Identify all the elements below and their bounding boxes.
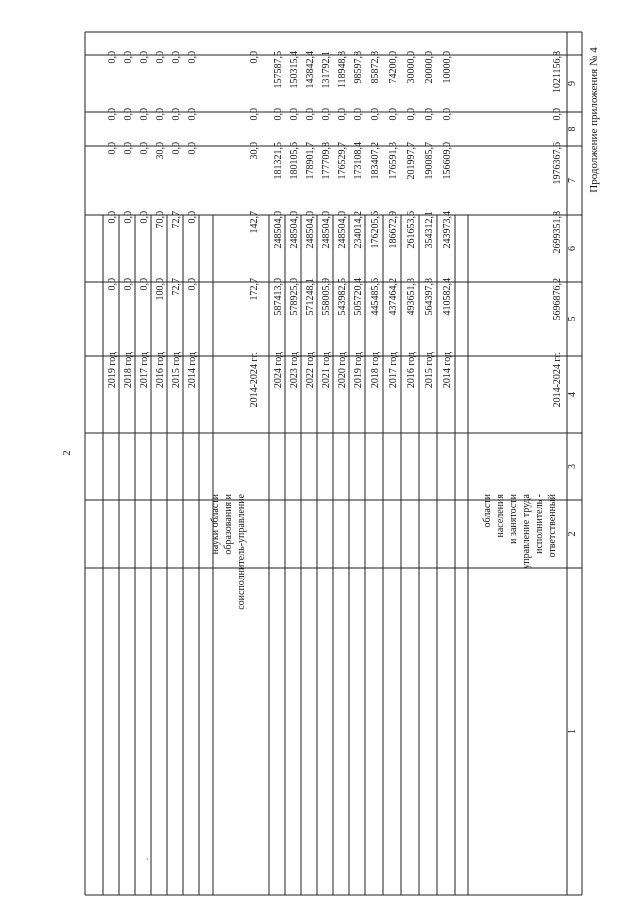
executor-coexecutor: соисполнитель-управление xyxy=(236,494,247,610)
table-row-c8: 0,0 xyxy=(155,108,166,121)
table-row-c8: 0,0 xyxy=(289,108,300,121)
table-row-c9: 20000,0 xyxy=(424,51,435,84)
table-row-c8: 0,0 xyxy=(370,108,381,121)
summary-2-c9: 0,0 xyxy=(249,51,260,64)
table-row-year: 2020 год xyxy=(337,352,348,389)
table-grid xyxy=(85,32,582,895)
summary-2-c8: 0,0 xyxy=(249,108,260,121)
table-row-c6: 186672,9 xyxy=(388,211,399,249)
column-number-header: 3 xyxy=(567,464,578,469)
page-header-title: Продолжение приложения № 4 xyxy=(588,47,600,193)
table-row-c8: 0,0 xyxy=(187,108,198,121)
table-row-c7: 201997,7 xyxy=(406,142,417,180)
table-row-c7: 0,0 xyxy=(139,142,150,155)
executor-responsible: исполнитель - xyxy=(534,494,545,554)
table-row-year: 2014 год xyxy=(442,352,453,389)
table-row-c7: 178901,7 xyxy=(305,142,316,180)
table-row-year: 2023 год xyxy=(289,352,300,389)
table-row-year: 2015 год xyxy=(424,352,435,389)
table-row-year: 2018 год xyxy=(123,352,134,389)
table-row-year: 2019 год xyxy=(353,352,364,389)
table-row-c5: 578925,0 xyxy=(289,278,300,316)
table-cells xyxy=(107,51,578,734)
table-row-c7: 30,0 xyxy=(155,142,166,160)
column-number-header: 4 xyxy=(567,392,578,397)
table-row-year: 2024 год xyxy=(273,352,284,389)
table-row-c7: 177709,8 xyxy=(321,142,332,180)
table-row-c5: 0,0 xyxy=(107,278,118,291)
table-row-c5: 0,0 xyxy=(139,278,150,291)
column-number-header: 5 xyxy=(567,316,578,322)
table-row-c6: 176205,6 xyxy=(370,211,381,249)
table-row-c5: 587413,0 xyxy=(273,278,284,316)
table-row-c5: 505720,4 xyxy=(353,278,364,316)
summary-1-c7: 1976367,6 xyxy=(552,142,563,185)
table-row-c5: 72,7 xyxy=(171,278,182,296)
table-row-c5: 543982,5 xyxy=(337,278,348,316)
summary-2-c5: 172,7 xyxy=(249,278,260,301)
table-row-c9: 0,0 xyxy=(171,51,182,64)
executor-responsible: и занятости xyxy=(508,494,519,544)
table-row-c9: 0,0 xyxy=(155,51,166,64)
table-row-c8: 0,0 xyxy=(388,108,399,121)
executor-responsible: управление труда xyxy=(521,494,532,569)
table-row-c9: 131792,1 xyxy=(321,51,332,89)
summary-1-c9: 1021156,8 xyxy=(552,51,563,94)
table-row-c6: 234014,2 xyxy=(353,211,364,249)
table-row-c7: 0,0 xyxy=(123,142,134,155)
table-row-c9: 85872,8 xyxy=(370,51,381,84)
column-number-header: 1 xyxy=(567,729,578,734)
table-row-c7: 180105,6 xyxy=(289,142,300,180)
table-row-c5: 100,0 xyxy=(155,278,166,301)
table-row-year: 2021 год xyxy=(321,352,332,389)
table-row-c7: 190085,7 xyxy=(424,142,435,180)
table-row-c6: 0,0 xyxy=(139,211,150,224)
table-row-c5: 493651,3 xyxy=(406,278,417,316)
table-row-year: 2019 год xyxy=(107,352,118,389)
column-number-header: 7 xyxy=(567,178,578,183)
data-table xyxy=(85,32,582,895)
column-number-header: 6 xyxy=(567,246,578,251)
summary-1-year: 2014-2024 гг. xyxy=(552,352,563,408)
table-row-c9: 0,0 xyxy=(139,51,150,64)
table-row-c5: 558005,9 xyxy=(321,278,332,316)
table-row-year: 2017 год xyxy=(388,352,399,389)
table-row-c9: 0,0 xyxy=(107,51,118,64)
table-row-c8: 0,0 xyxy=(107,108,118,121)
table-row-c7: 176591,3 xyxy=(388,142,399,180)
summary-2-c6: 142,7 xyxy=(249,211,260,234)
table-row-c6: 243973,4 xyxy=(442,211,453,249)
table-row-c9: 118948,8 xyxy=(337,51,348,89)
table-row-c9: 157587,5 xyxy=(273,51,284,89)
table-row-c8: 0,0 xyxy=(321,108,332,121)
table-row-c5: 445485,6 xyxy=(370,278,381,316)
table-row-c9: 143842,4 xyxy=(305,51,316,89)
table-row-c5: 0,0 xyxy=(187,278,198,291)
table-row-c5: 437464,2 xyxy=(388,278,399,316)
table-row-c5: 0,0 xyxy=(123,278,134,291)
table-row-c7: 0,0 xyxy=(187,142,198,155)
executor-responsible: области xyxy=(482,494,493,528)
table-row-c6: 248504,0 xyxy=(305,211,316,249)
table-row-c6: 261653,6 xyxy=(406,211,417,249)
table-row-c7: 183407,2 xyxy=(370,142,381,180)
table-row-c6: 248504,0 xyxy=(273,211,284,249)
column-number-header: 8 xyxy=(567,126,578,132)
table-row-c9: 30000,0 xyxy=(406,51,417,84)
table-row-c8: 0,0 xyxy=(406,108,417,121)
executor-coexecutor: образования и xyxy=(223,494,234,555)
table-row-c9: 0,0 xyxy=(187,51,198,64)
table-row-c7: 0,0 xyxy=(171,142,182,155)
executor-responsible: населения xyxy=(495,494,506,538)
table-row-c6: 0,0 xyxy=(187,211,198,224)
table-row-c5: 564397,8 xyxy=(424,278,435,316)
table-row-c6: 354312,1 xyxy=(424,211,435,249)
table-row-c8: 0,0 xyxy=(123,108,134,121)
table-row-year: 2014 год xyxy=(187,352,198,389)
table-row-c5: 410582,4 xyxy=(442,278,453,316)
table-row-c8: 0,0 xyxy=(424,108,435,121)
table-row-c7: 176529,7 xyxy=(337,142,348,180)
summary-1-c6: 2699351,8 xyxy=(552,211,563,254)
table-row-c6: 72,7 xyxy=(171,211,182,229)
table-row-c9: 150315,4 xyxy=(289,51,300,89)
table-row-c9: 10000,0 xyxy=(442,51,453,84)
table-row-c9: 98597,8 xyxy=(353,51,364,84)
table-row-c9: 74200,0 xyxy=(388,51,399,84)
table-row-c8: 0,0 xyxy=(305,108,316,121)
executor-coexecutor: науки области xyxy=(210,494,221,555)
table-row-year: 2022 год xyxy=(305,352,316,389)
table-row-c6: 248504,0 xyxy=(321,211,332,249)
table-row-c8: 0,0 xyxy=(273,108,284,121)
table-row-c6: 0,0 xyxy=(123,211,134,224)
executor-responsible: ответственный xyxy=(547,494,558,558)
table-row-c7: 173108,4 xyxy=(353,142,364,180)
page-number: 2 xyxy=(61,450,73,456)
table-row-c8: 0,0 xyxy=(139,108,150,121)
table-row-c6: 248504,0 xyxy=(337,211,348,249)
table-row-c5: 571248,1 xyxy=(305,278,316,316)
table-row-c8: 0,0 xyxy=(337,108,348,121)
summary-1-c8: 0,0 xyxy=(552,108,563,121)
table-row-c7: 0,0 xyxy=(107,142,118,155)
table-row-c6: 248504,0 xyxy=(289,211,300,249)
column-number-header: 9 xyxy=(567,81,578,86)
table-row-c7: 156609,0 xyxy=(442,142,453,180)
summary-2-c7: 30,0 xyxy=(249,142,260,160)
scan-artifact-dot: · xyxy=(146,855,149,864)
table-row-year: 2017 год xyxy=(139,352,150,389)
table-row-c8: 0,0 xyxy=(442,108,453,121)
column-number-header: 2 xyxy=(567,531,578,537)
table-row-year: 2016 год xyxy=(155,352,166,389)
summary-1-c5: 5696876,2 xyxy=(552,278,563,321)
table-row-c9: 0,0 xyxy=(123,51,134,64)
summary-2-year: 2014-2024 гг. xyxy=(249,352,260,408)
table-row-c8: 0,0 xyxy=(171,108,182,121)
table-row-year: 2018 год xyxy=(370,352,381,389)
table-row-c6: 0,0 xyxy=(107,211,118,224)
table-row-year: 2016 год xyxy=(406,352,417,389)
table-row-c7: 181321,5 xyxy=(273,142,284,180)
table-row-year: 2015 год xyxy=(171,352,182,389)
table-row-c8: 0,0 xyxy=(353,108,364,121)
table-row-c6: 70,0 xyxy=(155,211,166,229)
